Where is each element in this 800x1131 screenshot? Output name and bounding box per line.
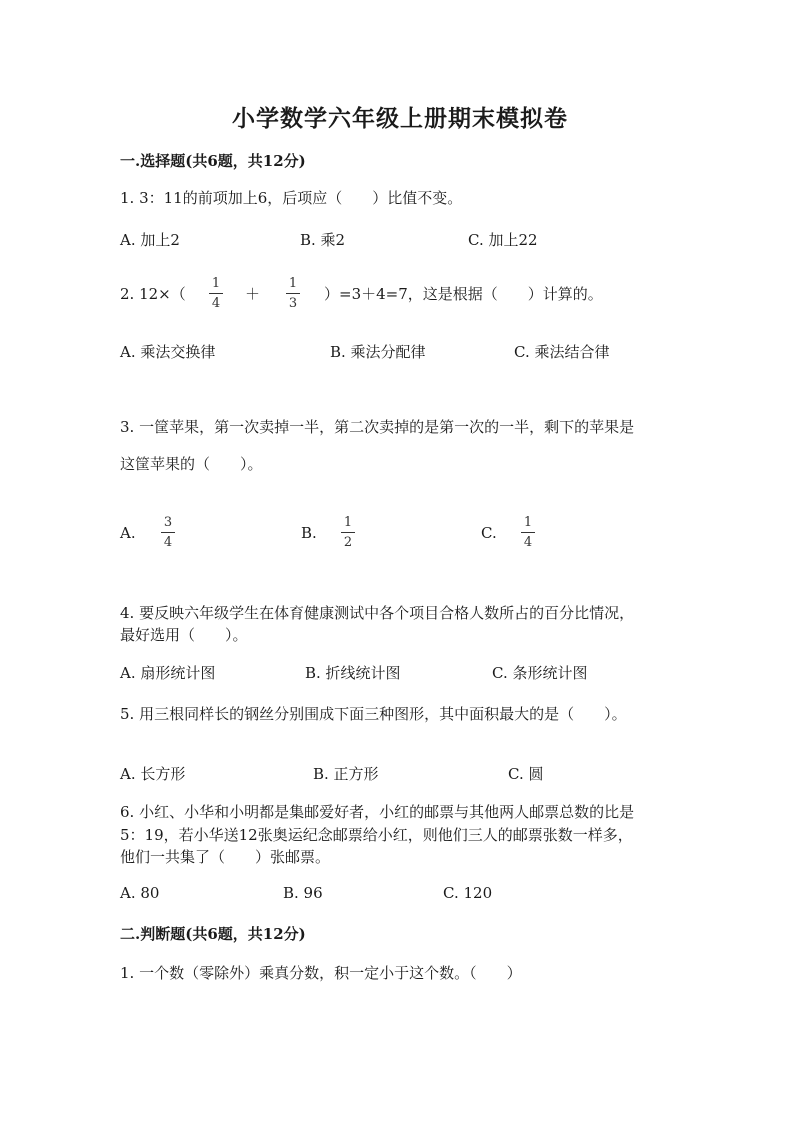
question-3-stem-line-1: 3. 一筐苹果，第一次卖掉一半，第二次卖掉的是第一次的一半，剩下的苹果是 — [120, 418, 635, 436]
question-2-fraction-1 — [206, 276, 226, 311]
section-heading-choice: 一.选择题(共6题，共12分) — [120, 152, 306, 170]
question-5-option-a: A. 长方形 — [120, 765, 186, 783]
fraction-bar — [286, 293, 300, 294]
question-5-option-c: C. 圆 — [508, 765, 544, 783]
question-3-option-a-label: A. — [120, 524, 136, 542]
question-3-option-b-fraction — [338, 515, 358, 550]
page-title: 小学数学六年级上册期末模拟卷 — [232, 105, 568, 132]
question-4-option-b: B. 折线统计图 — [305, 664, 401, 682]
question-2-prefix: 2. 12×（ — [120, 285, 186, 303]
question-1-option-b: B. 乘2 — [300, 231, 346, 249]
question-3-stem-line-2: 这筐苹果的（ ）。 — [120, 455, 263, 473]
fraction-denominator: 4 — [163, 535, 173, 550]
fraction-bar — [209, 293, 223, 294]
question-3-option-c-fraction — [518, 515, 538, 550]
question-1-option-a: A. 加上2 — [120, 231, 180, 249]
section-heading-judgement: 二.判断题(共6题，共12分) — [120, 925, 306, 943]
fraction-bar — [161, 532, 175, 533]
question-2-plus: ＋ — [245, 285, 261, 303]
question-4-stem-line-2: 最好选用（ ）。 — [120, 626, 248, 644]
fraction-denominator: 4 — [211, 296, 221, 311]
fraction-denominator: 2 — [343, 535, 353, 550]
fraction-numerator: 1 — [288, 276, 298, 291]
question-6-stem-line-2: 5：19，若小华送12张奥运纪念邮票给小红，则他们三人的邮票张数一样多， — [120, 826, 633, 844]
question-3-option-a-fraction — [158, 515, 178, 550]
question-4-stem-line-1: 4. 要反映六年级学生在体育健康测试中各个项目合格人数所占的百分比情况， — [120, 604, 635, 622]
question-1-option-c: C. 加上22 — [468, 231, 538, 249]
question-6-option-a: A. 80 — [120, 884, 160, 902]
fraction-denominator: 4 — [523, 535, 533, 550]
fraction-bar — [341, 532, 355, 533]
question-3-option-b-label: B. — [301, 524, 317, 542]
question-6-option-b: B. 96 — [283, 884, 323, 902]
fraction-bar — [521, 532, 535, 533]
question-1-stem: 1. 3：11的前项加上6，后项应（ ）比值不变。 — [120, 189, 463, 207]
question-2-option-b: B. 乘法分配律 — [330, 343, 426, 361]
fraction-numerator: 3 — [163, 515, 173, 530]
fraction-numerator: 1 — [211, 276, 221, 291]
question-4-option-c: C. 条形统计图 — [492, 664, 588, 682]
question-2-option-a: A. 乘法交换律 — [120, 343, 216, 361]
question-2-option-c: C. 乘法结合律 — [514, 343, 610, 361]
question-6-option-c: C. 120 — [443, 884, 493, 902]
fraction-numerator: 1 — [343, 515, 353, 530]
question-2-suffix: ）=3＋4=7，这是根据（ ）计算的。 — [324, 285, 603, 303]
judgement-1-stem: 1. 一个数（零除外）乘真分数，积一定小于这个数。（ ） — [120, 964, 522, 982]
question-6-stem-line-1: 6. 小红、小华和小明都是集邮爱好者，小红的邮票与其他两人邮票总数的比是 — [120, 803, 635, 821]
question-2-fraction-2 — [283, 276, 303, 311]
question-5-option-b: B. 正方形 — [313, 765, 379, 783]
question-5-stem: 5. 用三根同样长的钢丝分别围成下面三种图形，其中面积最大的是（ ）。 — [120, 705, 627, 723]
question-4-option-a: A. 扇形统计图 — [120, 664, 216, 682]
question-3-option-c-label: C. — [481, 524, 497, 542]
fraction-denominator: 3 — [288, 296, 298, 311]
question-6-stem-line-3: 他们一共集了（ ）张邮票。 — [120, 848, 331, 866]
fraction-numerator: 1 — [523, 515, 533, 530]
